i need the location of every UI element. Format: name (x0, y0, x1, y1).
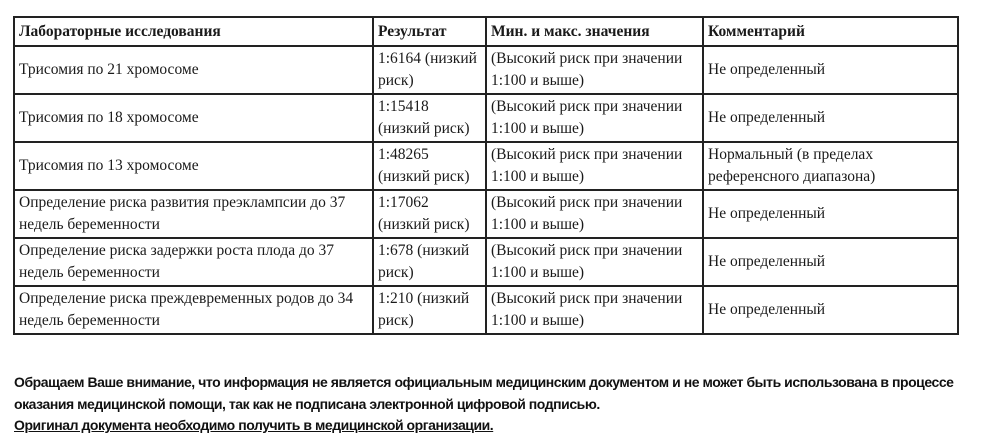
lab-results-table (13, 16, 959, 335)
cell-range: (Высокий риск при значении 1:100 и выше) (486, 94, 703, 142)
cell-test: Определение риска преждевременных родов до 34 недель беременности (14, 286, 373, 334)
cell-test: Трисомия по 13 хромосоме (14, 142, 373, 190)
cell-comment: Не определенный (703, 94, 958, 142)
cell-result: 1:17062 (низкий риск) (373, 190, 486, 238)
table-row (14, 142, 958, 190)
cell-test: Определение риска развития преэклампсии до 37 недель беременности (14, 190, 373, 238)
cell-result: 1:678 (низкий риск) (373, 238, 486, 286)
cell-result: 1:210 (низкий риск) (373, 286, 486, 334)
cell-range: (Высокий риск при значении 1:100 и выше) (486, 238, 703, 286)
cell-comment: Нормальный (в пределах референсного диапазона) (703, 142, 958, 190)
cell-result: 1:15418 (низкий риск) (373, 94, 486, 142)
header-test: Лабораторные исследования (14, 17, 373, 46)
disclaimer-text: Обращаем Ваше внимание, что информация не является официальным медицинским документом и не может быть использована в процессе оказания медицинской помощи, так как не подписана электронной цифровой подписью. (14, 374, 954, 412)
header-comment: Комментарий (703, 17, 958, 46)
header-result: Результат (373, 17, 486, 46)
table-row (14, 190, 958, 238)
cell-comment: Не определенный (703, 46, 958, 94)
cell-comment: Не определенный (703, 286, 958, 334)
cell-comment: Не определенный (703, 190, 958, 238)
cell-range: (Высокий риск при значении 1:100 и выше) (486, 142, 703, 190)
cell-test: Трисомия по 21 хромосоме (14, 46, 373, 94)
table-header-row (14, 17, 958, 46)
table-row (14, 46, 958, 94)
table-row (14, 286, 958, 334)
cell-result: 1:48265 (низкий риск) (373, 142, 486, 190)
cell-range: (Высокий риск при значении 1:100 и выше) (486, 286, 703, 334)
cell-test: Трисомия по 18 хромосоме (14, 94, 373, 142)
table-row (14, 94, 958, 142)
cell-range: (Высокий риск при значении 1:100 и выше) (486, 46, 703, 94)
disclaimer-notice (14, 372, 994, 437)
cell-range: (Высокий риск при значении 1:100 и выше) (486, 190, 703, 238)
cell-result: 1:6164 (низкий риск) (373, 46, 486, 94)
table-row (14, 238, 958, 286)
disclaimer-original-note: Оригинал документа необходимо получить в медицинской организации. (14, 417, 494, 433)
header-range: Мин. и макс. значения (486, 17, 703, 46)
cell-test: Определение риска задержки роста плода до 37 недель беременности (14, 238, 373, 286)
cell-comment: Не определенный (703, 238, 958, 286)
